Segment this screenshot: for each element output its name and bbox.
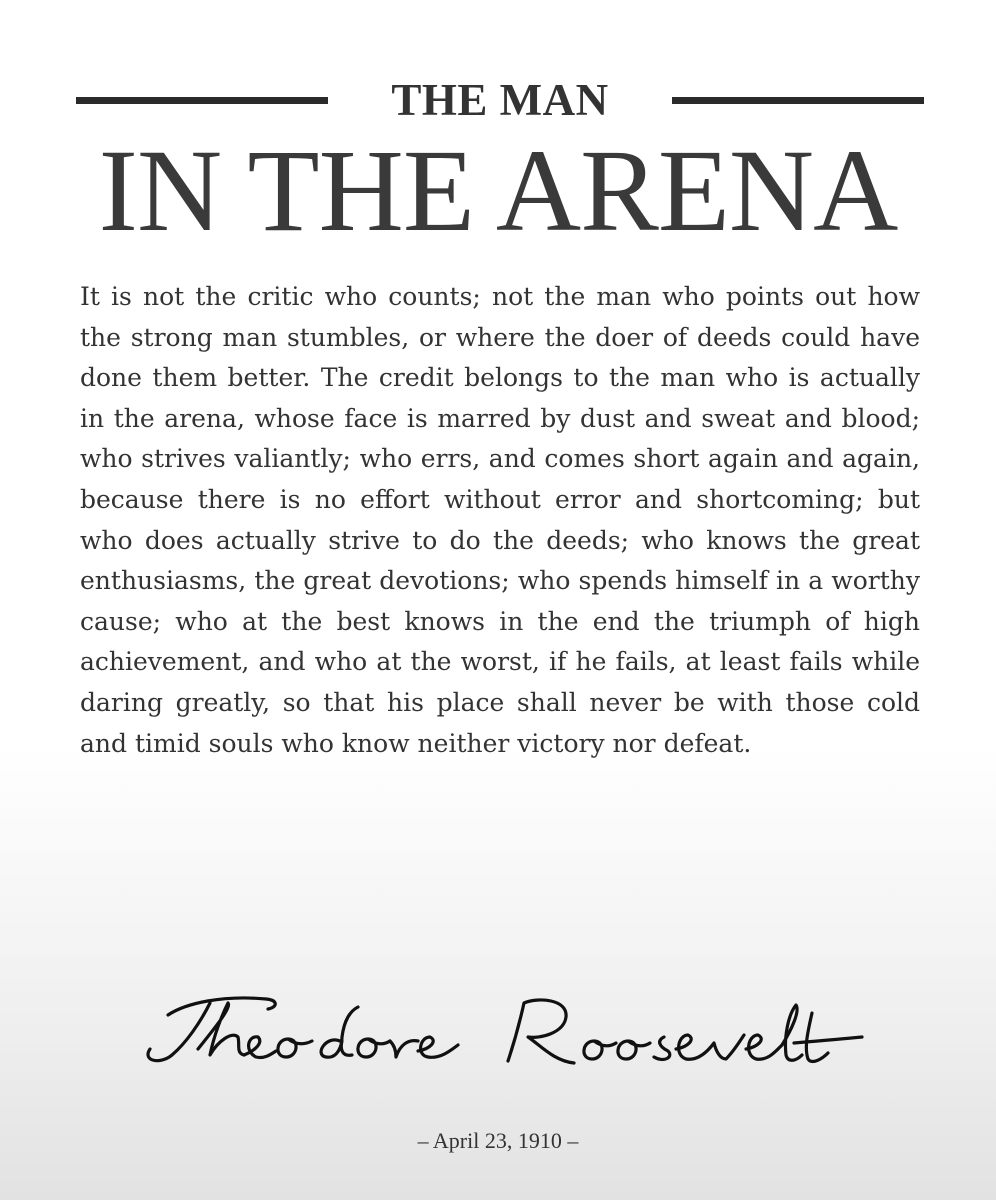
big-title: IN THE ARENA <box>98 125 898 256</box>
signature <box>128 985 868 1095</box>
header-row <box>76 70 924 130</box>
right-rule <box>672 97 924 104</box>
left-rule <box>76 97 328 104</box>
date-line: – April 23, 1910 – <box>417 1128 579 1153</box>
small-title: THE MAN <box>391 74 609 125</box>
quote-text: It is not the critic who counts; not the man who points out how the strong man stumbles, or where the doer of deeds could have done them better. The credit belongs to the man who is actually in the arena, whose face is marred by dust and sweat and blood; who strives valiantly; who errs, and comes short again and again, because there is no effort without error and shortcoming; but who does actually strive to do the deeds; who knows the great enthusiasms, the great devotions; who spends himself in a worthy cause; who at the best knows in the end the triumph of high achievement, and who at the worst, if he fails, at least fails while daring greatly, so that his place shall never be with those cold and timid souls who know neither victory nor defeat. <box>80 282 920 758</box>
